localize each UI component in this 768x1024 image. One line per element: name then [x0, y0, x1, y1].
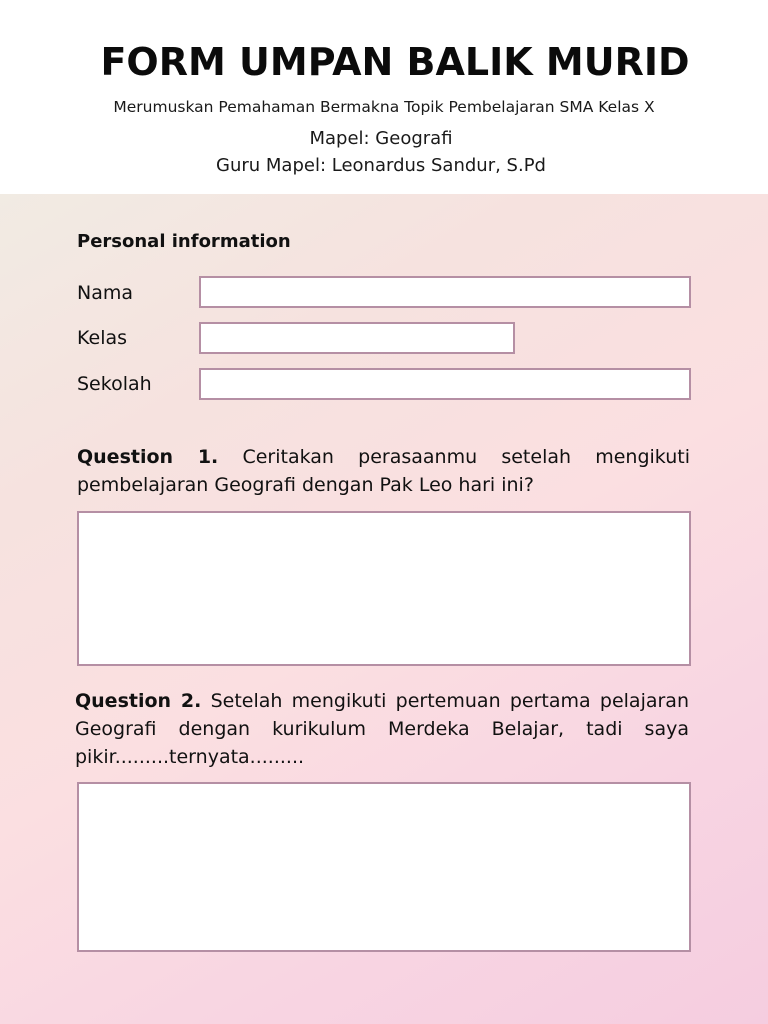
- nama-input[interactable]: [199, 276, 691, 308]
- personal-info-title: Personal information: [77, 231, 291, 252]
- kelas-label: Kelas: [77, 327, 128, 349]
- sekolah-label: Sekolah: [77, 373, 152, 395]
- form-subtitle: Merumuskan Pemahaman Bermakna Topik Pembelajaran SMA Kelas X: [113, 98, 655, 116]
- question-1: [77, 443, 690, 499]
- sekolah-input[interactable]: [199, 368, 691, 400]
- question-1-label: Question 1.: [77, 446, 219, 468]
- question-2-answer[interactable]: [77, 782, 691, 952]
- form-header: [0, 0, 768, 194]
- question-1-answer[interactable]: [77, 511, 691, 666]
- nama-label: Nama: [77, 282, 134, 304]
- question-1-text: Ceritakan perasaanmu setelah mengikuti pembelajaran Geografi dengan Pak Leo hari ini?: [77, 446, 690, 496]
- teacher-label: Guru Mapel: Leonardus Sandur, S.Pd: [216, 155, 546, 176]
- kelas-input[interactable]: [199, 322, 515, 354]
- question-2-label: Question 2.: [75, 690, 202, 712]
- question-2-text: Setelah mengikuti pertemuan pertama pelajaran Geografi dengan kurikulum Merdeka Belajar, tadi saya pikir.........ternyata.........: [75, 690, 689, 768]
- question-2: [75, 687, 689, 771]
- form-title: FORM UMPAN BALIK MURID: [100, 40, 690, 84]
- subject-label: Mapel: Geografi: [309, 128, 453, 149]
